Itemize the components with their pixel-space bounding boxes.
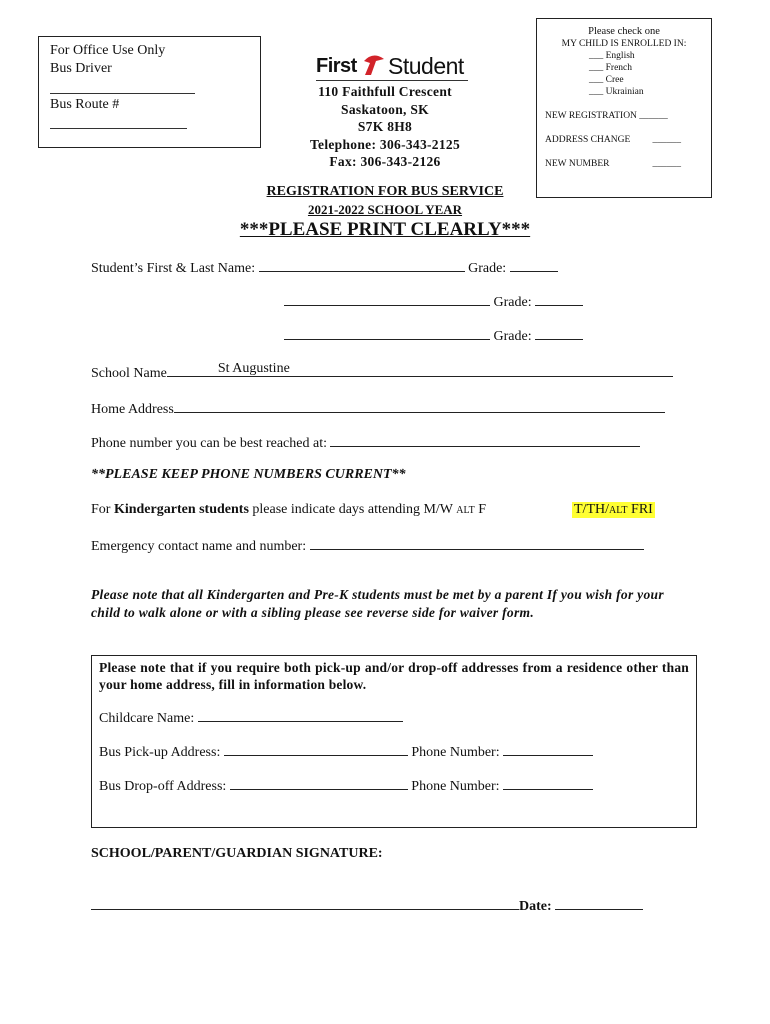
signature-field[interactable] <box>91 897 519 910</box>
kinder-text: please indicate days attending M/W <box>252 502 453 517</box>
emergency-field[interactable] <box>310 537 644 550</box>
pickup-phone-field[interactable] <box>503 743 593 756</box>
new-number-label: NEW NUMBER <box>545 159 610 169</box>
bus-route-label: Bus Route # <box>50 97 120 112</box>
grade-label: Grade: <box>468 261 507 276</box>
phone-field[interactable] <box>330 434 640 447</box>
emergency-row <box>91 537 644 555</box>
bus-driver-field[interactable] <box>50 93 195 94</box>
first-student-logo-icon <box>360 53 386 79</box>
dropoff-label: Bus Drop-off Address: <box>99 779 227 794</box>
pickup-address-field[interactable] <box>224 743 408 756</box>
registration-title: REGISTRATION FOR BUS SERVICE <box>266 184 504 199</box>
address-change-label: ADDRESS CHANGE <box>545 135 631 145</box>
bus-route-field[interactable] <box>50 128 187 129</box>
office-use-heading: For Office Use Only <box>50 43 166 58</box>
student-name-field-1[interactable] <box>259 259 465 272</box>
new-registration-option[interactable]: NEW REGISTRATION ______ <box>545 111 668 121</box>
signature-row <box>91 897 643 915</box>
pickup-phone-label: Phone Number: <box>411 745 500 760</box>
childcare-label: Childcare Name: <box>99 711 195 726</box>
student-name-field-3[interactable] <box>284 327 490 340</box>
kinder-f: F <box>478 502 487 517</box>
check-box-title: Please check one <box>588 26 660 37</box>
student-name-row-2 <box>284 293 583 311</box>
address-telephone: Telephone: 306-343-2125 <box>309 136 461 152</box>
check-box-subtitle: MY CHILD IS ENROLLED IN: <box>561 39 687 49</box>
student-name-row-3 <box>284 327 583 345</box>
phone-row <box>91 434 640 452</box>
language-option-french[interactable]: ___ French <box>589 63 633 73</box>
phone-notice: **PLEASE KEEP PHONE NUMBERS CURRENT** <box>91 467 406 482</box>
pickup-label: Bus Pick-up Address: <box>99 745 221 760</box>
kinder-alt-mw: ALT <box>456 505 475 516</box>
print-clearly-title: ***PLEASE PRINT CLEARLY*** <box>239 219 531 240</box>
school-name-value: St Augustine <box>217 361 290 376</box>
date-field[interactable] <box>555 897 643 910</box>
school-year-title: 2021-2022 SCHOOL YEAR <box>307 202 463 217</box>
language-option-ukrainian[interactable]: ___ Ukrainian <box>589 87 644 97</box>
childcare-row <box>99 709 403 727</box>
grade-field-2[interactable] <box>535 293 583 306</box>
pickup-row <box>99 743 593 761</box>
new-number-blank[interactable]: ______ <box>652 159 681 169</box>
bus-driver-label: Bus Driver <box>50 61 112 76</box>
student-name-label: Student’s First & Last Name: <box>91 261 256 276</box>
address-city: Saskatoon, SK <box>341 101 429 117</box>
grade-field-1[interactable] <box>510 259 558 272</box>
dropoff-row <box>99 777 593 795</box>
address-street: 110 Faithfull Crescent <box>318 84 452 99</box>
address-change-blank[interactable]: ______ <box>652 135 681 145</box>
logo-underline <box>316 80 468 81</box>
home-address-row <box>91 400 665 418</box>
grade-field-3[interactable] <box>535 327 583 340</box>
office-use-box <box>38 36 261 148</box>
grade-label: Grade: <box>493 329 532 344</box>
signature-label: SCHOOL/PARENT/GUARDIAN SIGNATURE: <box>91 846 383 861</box>
grade-label: Grade: <box>493 295 532 310</box>
emergency-label: Emergency contact name and number: <box>91 539 307 554</box>
dropoff-phone-field[interactable] <box>503 777 593 790</box>
school-name-row <box>91 361 673 382</box>
home-address-field[interactable] <box>174 400 665 413</box>
home-address-label: Home Address <box>91 402 174 417</box>
dropoff-phone-label: Phone Number: <box>411 779 500 794</box>
address-postal: S7K 8H8 <box>357 119 413 134</box>
school-name-label: School Name <box>91 366 167 381</box>
logo-first-text: First <box>316 55 357 77</box>
kinder-bold-text: Kindergarten students <box>113 502 249 517</box>
childcare-field[interactable] <box>198 709 403 722</box>
kindergarten-row <box>91 502 486 518</box>
phone-label: Phone number you can be best reached at: <box>91 436 327 451</box>
logo-student-text: Student <box>388 53 464 79</box>
kindergarten-note: Please note that all Kindergarten and Pre-K students must be met by a parent If you wish for your child to walk alone or with a sibling please see reverse side for waiver form. <box>91 587 664 620</box>
company-address <box>280 83 490 171</box>
kinder-tth-option-highlighted[interactable]: T/TH/ALT FRI <box>574 502 653 517</box>
date-label: Date: <box>519 899 552 914</box>
student-name-row-1 <box>91 259 558 277</box>
language-option-english[interactable]: ___ English <box>589 51 635 61</box>
student-name-field-2[interactable] <box>284 293 490 306</box>
kinder-prefix: For <box>91 502 111 517</box>
school-name-field[interactable] <box>167 361 673 377</box>
alternate-address-intro: Please note that if you require both pick-up and/or drop-off addresses from a residence other than your home address, fill in information below. <box>99 660 689 692</box>
address-fax: Fax: 306-343-2126 <box>329 154 441 169</box>
enrollment-check-box <box>536 18 712 198</box>
dropoff-address-field[interactable] <box>230 777 408 790</box>
language-option-cree[interactable]: ___ Cree <box>589 75 624 85</box>
alternate-address-box <box>91 655 697 828</box>
